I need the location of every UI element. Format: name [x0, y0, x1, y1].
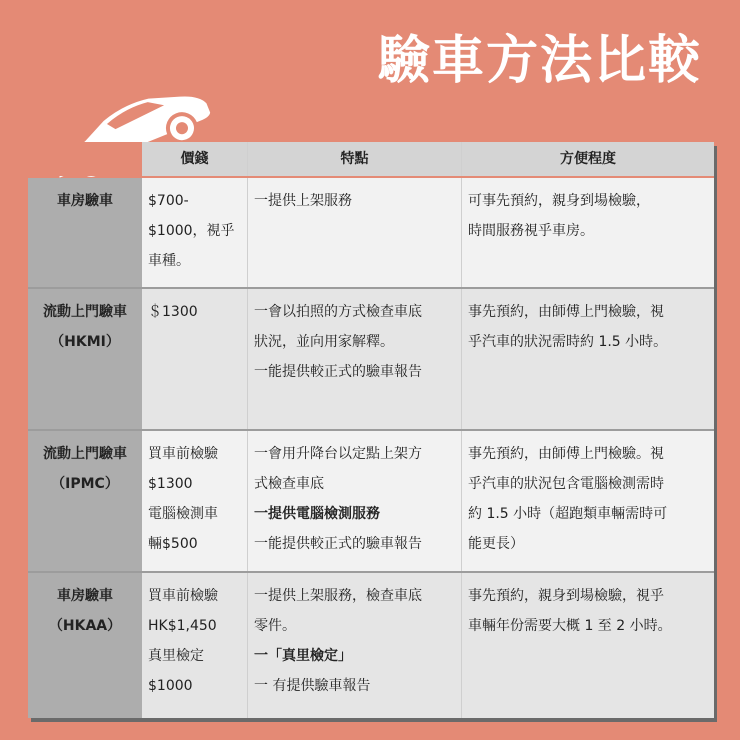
method-name: 流動上門驗車 （IPMC）: [28, 431, 142, 571]
table-row: [28, 573, 714, 718]
feature-cell: 一會以拍照的方式檢查車底 狀況，並向用家解釋。 一能提供較正式的驗車報告: [248, 289, 462, 429]
feature-cell: 一提供上架服務: [248, 178, 462, 287]
method-name: 流動上門驗車 （HKMI）: [28, 289, 142, 429]
header-price: 價錢: [142, 142, 248, 176]
feature-cell: 一會用升降台以定點上架方 式檢查車底 一提供電腦檢測服務 一能提供較正式的驗車報告: [248, 431, 462, 571]
convenience-cell: 可事先預約，親身到場檢驗， 時間服務視乎車房。: [462, 178, 714, 287]
page-title: 驗車方法比較: [377, 31, 702, 91]
table-header-row: [28, 142, 714, 176]
price-cell: 買車前檢驗 $1300 電腦檢測車 輛$500: [142, 431, 248, 571]
price-cell: $700- $1000，視乎 車種。: [142, 178, 248, 287]
convenience-cell: 事先預約，親身到場檢驗，視乎 車輛年份需要大概 1 至 2 小時。: [462, 573, 714, 718]
convenience-cell: 事先預約，由師傅上門檢驗。視 乎汽車的狀況包含電腦檢測需時 約 1.5 小時（超跑類車輛需時可 能更長）: [462, 431, 714, 571]
header-convenience: 方便程度: [462, 142, 714, 176]
header-feature: 特點: [248, 142, 462, 176]
table-row: [28, 178, 714, 287]
header-corner: [28, 142, 142, 176]
method-name: 車房驗車: [28, 178, 142, 287]
price-cell: 買車前檢驗 HK$1,450 真里檢定 $1000: [142, 573, 248, 718]
method-name: 車房驗車 （HKAA）: [28, 573, 142, 718]
table-row: [28, 431, 714, 571]
feature-cell: 一提供上架服務，檢查車底 零件。 一「真里檢定」 一 有提供驗車報告: [248, 573, 462, 718]
convenience-cell: 事先預約，由師傅上門檢驗，視 乎汽車的狀況需時約 1.5 小時。: [462, 289, 714, 429]
price-cell: ＄1300: [142, 289, 248, 429]
comparison-table: [28, 142, 714, 718]
table-row: [28, 289, 714, 429]
